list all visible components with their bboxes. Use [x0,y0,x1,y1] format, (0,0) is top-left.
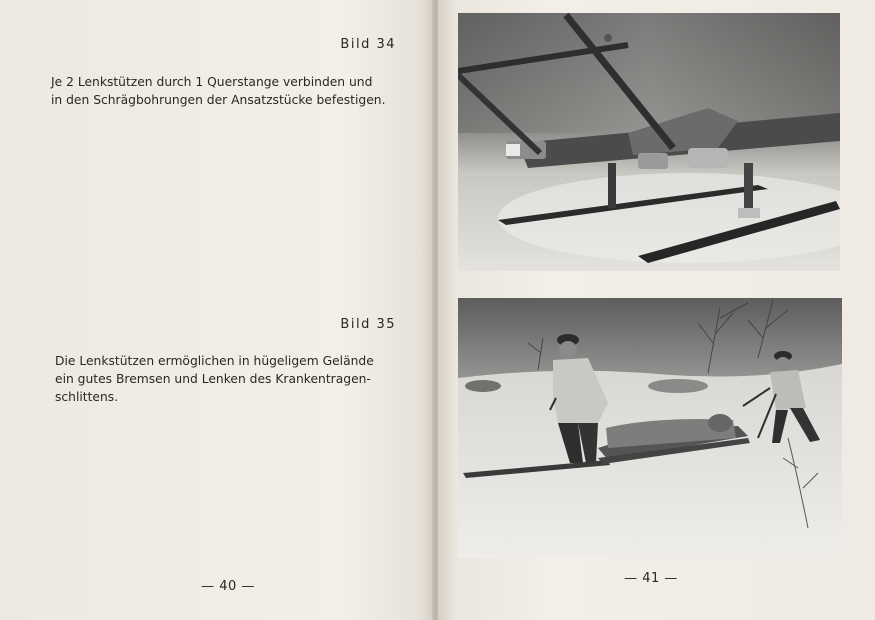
figure-35-caption-line: Die Lenkstützen ermöglichen in hügeligem Gelände [55,354,374,368]
page-number-left: — 40 — [201,579,255,594]
figure-34-caption-line: Je 2 Lenkstützen durch 1 Querstange verbinden und [51,75,373,89]
page-number-right: — 41 — [624,571,678,586]
right-page [438,0,875,620]
figure-34-caption-line: in den Schrägbohrungen der Ansatzstücke befestigen. [51,93,386,107]
left-page [0,0,434,620]
figure-35-caption-line: schlittens. [55,390,119,404]
figure-35-heading: Bild 35 [340,317,396,332]
photo-soldiers-sled-snow [458,298,842,558]
figure-34-heading: Bild 34 [340,37,396,52]
photo-sled-steering-frame [458,13,840,271]
figure-35-caption [55,352,386,406]
figure-35-caption-line: ein gutes Bremsen und Lenken des Krankentragen- [55,372,371,386]
figure-34-caption [51,73,397,109]
photo-soldiers-sled-snow-image [458,298,842,558]
photo-sled-steering-frame-image [458,13,840,271]
